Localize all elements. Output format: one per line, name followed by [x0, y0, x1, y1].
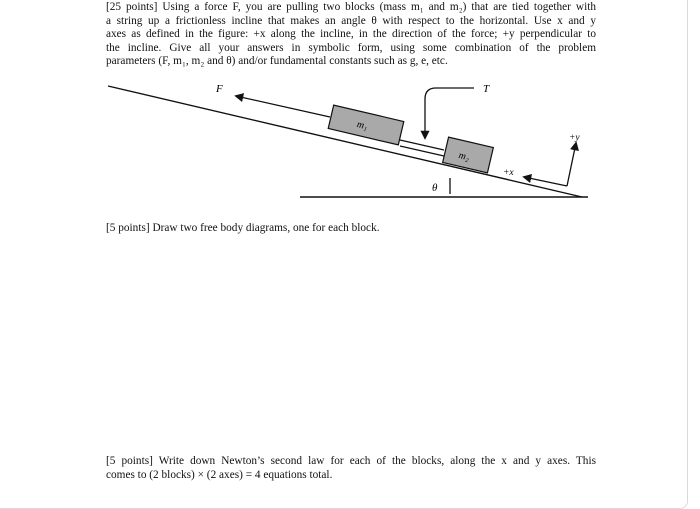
angle-label: θ — [432, 182, 438, 194]
part-newton-line: comes to (2 blocks) × (2 axes) = 4 equations total. — [106, 468, 333, 481]
problem-line: parameters (F, m₁, m₂ and θ) and/or fundamental constants such as g, e, etc. — [106, 55, 448, 68]
y-axis-arrow — [567, 143, 576, 186]
problem-line: axes as defined in the figure: +x along the incline, in the direction of the force; +y perpendicular to — [106, 28, 596, 41]
block-m1 — [328, 105, 404, 145]
block-m1-label: m₁ — [355, 119, 369, 133]
part-newton — [106, 455, 596, 482]
block-m2 — [443, 137, 494, 173]
string — [400, 140, 444, 150]
problem-line: [25 points] Using a force F, you are pulling two blocks (mass m₁ and m₂) that are tied together with — [106, 1, 596, 13]
problem-line: a string up a frictionless incline that makes an angle θ with respect to the horizontal. Use x and y — [106, 14, 596, 27]
force-label: F — [216, 83, 223, 95]
force-arrow — [236, 96, 330, 117]
x-axis-label: +x — [503, 168, 514, 178]
incline-surface — [108, 86, 582, 197]
part-free-body — [106, 222, 596, 236]
tension-label: T — [483, 83, 490, 95]
block-m2-label: m₂ — [457, 150, 471, 164]
y-axis-label: +y — [569, 133, 580, 143]
part-newton-line: [5 points] Write down Newton’s second law for each of the blocks, along the x and y axes. This — [106, 455, 596, 467]
tension-arrow — [425, 88, 474, 138]
problem-line: the incline. Give all your answers in symbolic form, using some combination of the problem — [106, 41, 596, 54]
part-free-body-text: [5 points] Draw two free body diagrams, one for each block. — [106, 222, 380, 234]
string — [400, 146, 444, 156]
